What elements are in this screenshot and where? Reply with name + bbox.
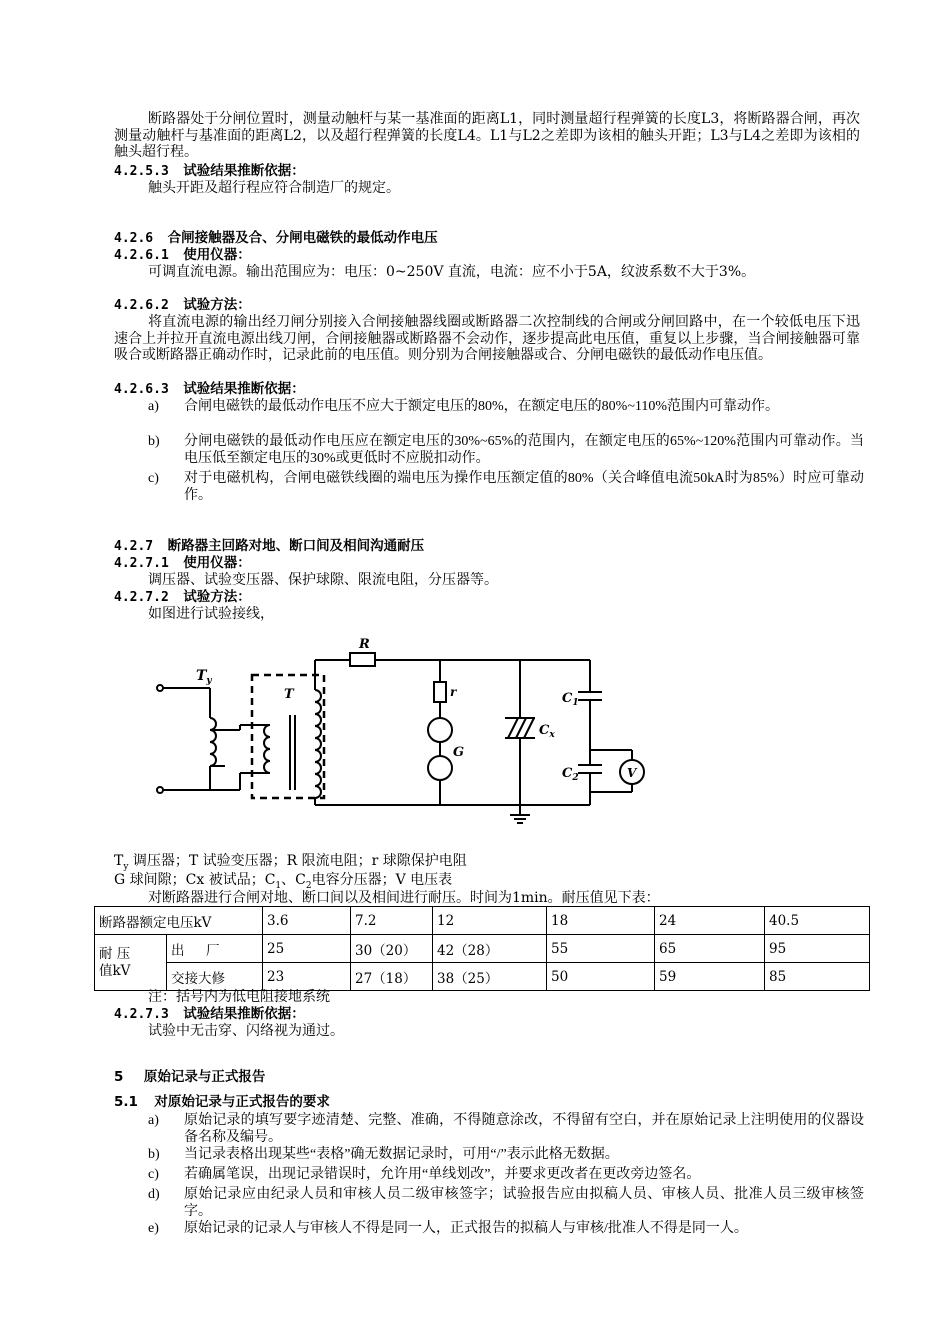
heading-4-2-7 xyxy=(114,538,424,555)
heading-4-2-6-2 xyxy=(114,297,251,314)
label-v: V xyxy=(627,766,637,780)
table-cell: 85 xyxy=(765,963,870,991)
circuit-wiring xyxy=(157,660,321,805)
paragraph-method-4-2-7: 如图进行试验接线， xyxy=(148,606,274,622)
diagram-legend-line-1 xyxy=(114,853,467,872)
table-row-label: 交接大修 xyxy=(167,963,263,991)
label-c1: $C_1$ xyxy=(562,691,579,708)
legend-sub: 2 xyxy=(305,880,312,891)
section-title: 断路器主回路对地、断口间及相间沟通耐压 xyxy=(167,538,425,554)
heading-4-2-6 xyxy=(114,230,438,247)
table-cell: 27（18） xyxy=(351,963,433,991)
paragraph-instruments-4-2-6: 可调直流电源。输出范围应为：电压：0~250V 直流，电流：应不小于5A，纹波系数不大于3%。 xyxy=(148,264,756,280)
list-item xyxy=(148,470,864,504)
table-cell: 40.5 xyxy=(765,907,870,935)
list-marker: d) xyxy=(148,1187,160,1202)
section-title: 合闸接触器及合、分闸电磁铁的最低动作电压 xyxy=(167,230,438,246)
legend-text: 电容分压器；V 电压表 xyxy=(311,872,453,888)
label-g: G xyxy=(453,745,465,760)
table-cell: 3.6 xyxy=(263,907,351,935)
table-cell: 59 xyxy=(655,963,765,991)
section-number: 5 xyxy=(114,1069,124,1085)
label-c2: $C_2$ xyxy=(562,766,579,783)
heading-4-2-5-3 xyxy=(114,163,305,180)
list-text: 原始记录的填写要字迹清楚、完整、准确，不得随意涂改，不得留有空白，并在原始记录上注明使用的仪器设备名称及编号。 xyxy=(184,1113,864,1145)
table-group-label: 耐 压 值kV xyxy=(95,935,167,991)
heading-4-2-6-3 xyxy=(114,381,305,398)
legend-text: 、C xyxy=(281,872,306,888)
section-number: 4.2.7 xyxy=(114,539,154,554)
list-item xyxy=(148,1112,864,1146)
list-item xyxy=(148,1220,864,1237)
list-marker: e) xyxy=(148,1221,159,1236)
list-text: 若确属笔误，出现记录错误时，允许用“单线划改”，并要求更改者在更改旁边签名。 xyxy=(184,1167,701,1182)
section-title: 使用仪器： xyxy=(183,247,251,263)
section-number: 4.2.7.2 xyxy=(114,590,169,605)
table-cell: 23 xyxy=(263,963,351,991)
section-title: 原始记录与正式报告 xyxy=(143,1069,266,1085)
list-text: 对于电磁机构，合闸电磁铁线圈的端电压为操作电压额定值的80%（关合峰值电流50kA时为85%）时应可靠动作。 xyxy=(184,471,864,503)
paragraph-criteria-4-2-7-3: 试验中无击穿、闪络视为通过。 xyxy=(148,1023,344,1039)
list-marker: b) xyxy=(148,434,160,449)
table-cell: 12 xyxy=(433,907,547,935)
section-number: 4.2.6 xyxy=(114,231,154,246)
heading-5-1 xyxy=(114,1094,330,1110)
table-cell: 95 xyxy=(765,935,870,963)
section-title: 试验方法： xyxy=(183,297,251,313)
section-title: 试验结果推断依据： xyxy=(183,381,305,397)
list-item xyxy=(148,1146,864,1163)
paragraph-criteria-4-2-5-3: 触头开距及超行程应符合制造厂的规定。 xyxy=(148,180,400,196)
withstand-voltage-table xyxy=(94,906,870,991)
table-cell: 38（25） xyxy=(433,963,547,991)
table-row-label: 出 厂 xyxy=(167,935,263,963)
table-cell: 24 xyxy=(655,907,765,935)
heading-4-2-6-1 xyxy=(114,247,251,264)
circuit-main-lines xyxy=(315,653,644,823)
list-item xyxy=(148,1166,864,1183)
section-number: 5.1 xyxy=(114,1094,138,1110)
list-text: 合闸电磁铁的最低动作电压不应大于额定电压的80%，在额定电压的80%~110%范围内可靠动作。 xyxy=(184,399,780,414)
table-row xyxy=(95,935,870,963)
list-marker: c) xyxy=(148,471,159,486)
list-text: 原始记录的记录人与审核人不得是同一人，正式报告的拟稿人与审核/批准人不得是同一人。 xyxy=(184,1221,748,1236)
list-marker: a) xyxy=(148,1113,159,1128)
table-row xyxy=(95,907,870,935)
list-item xyxy=(148,398,864,432)
table-intro: 对断路器进行合闸对地、断口间以及相间进行耐压。时间为1min。耐压值见下表： xyxy=(148,890,660,906)
list-item xyxy=(148,1186,864,1220)
heading-5 xyxy=(114,1069,265,1085)
section-number: 4.2.7.3 xyxy=(114,1007,169,1022)
legend-text: G 球间隙；Cx 被试品；C xyxy=(114,872,276,888)
label-cx: $C_x$ xyxy=(539,723,555,740)
label-r-small: r xyxy=(450,685,457,699)
section-title: 试验结果推断依据： xyxy=(183,163,305,179)
section-number: 4.2.6.1 xyxy=(114,248,169,263)
heading-4-2-7-3 xyxy=(114,1006,305,1023)
table-cell: 50 xyxy=(547,963,655,991)
legend-text: T xyxy=(114,853,124,869)
heading-4-2-7-1 xyxy=(114,555,251,572)
legend-text: 调压器；T 试验变压器；R 限流电阻；r 球隙保护电阻 xyxy=(128,853,467,869)
section-number: 4.2.5.3 xyxy=(114,164,169,179)
legend-sub: y xyxy=(123,861,129,872)
paragraph-contact-gap: 断路器处于分闸位置时，测量动触杆与某一基准面的距离L1，同时测量超行程弹簧的长度L3，将断路器合闸，再次测量动触杆与基准面的距离L2，以及超行程弹簧的长度L4。L1与L2之差即为该相的触头开距；L3与L4之差即为该相的触头超行程。 xyxy=(114,111,860,160)
test-circuit-diagram xyxy=(150,630,670,830)
table-cell: 65 xyxy=(655,935,765,963)
heading-4-2-7-2 xyxy=(114,589,251,606)
section-title: 试验方法： xyxy=(183,589,251,605)
table-cell: 18 xyxy=(547,907,655,935)
table-header-label: 断路器额定电压kV xyxy=(95,907,263,935)
section-title: 使用仪器： xyxy=(183,555,251,571)
list-text: 原始记录应由纪录人员和审核人员二级审核签字；试验报告应由拟稿人员、审核人员、批准人员三级审核签字。 xyxy=(184,1187,864,1219)
section-title: 试验结果推断依据： xyxy=(183,1006,305,1022)
list-marker: a) xyxy=(148,399,159,414)
paragraph-instruments-4-2-7: 调压器、试验变压器、保护球隙、限流电阻，分压器等。 xyxy=(148,572,498,588)
table-note: 注：括号内为低电阻接地系统 xyxy=(148,989,330,1005)
legend-sub: 1 xyxy=(275,880,282,891)
section-title: 对原始记录与正式报告的要求 xyxy=(154,1094,330,1110)
list-marker: c) xyxy=(148,1167,159,1182)
label-r-resistor: R xyxy=(359,637,370,652)
list-text: 当记录表格出现某些“表格”确无数据记录时，可用“/”表示此格无数据。 xyxy=(184,1147,619,1162)
table-row xyxy=(95,963,870,991)
list-marker: b) xyxy=(148,1147,160,1162)
table-cell: 30（20） xyxy=(351,935,433,963)
label-ty: $T_y$ xyxy=(196,668,212,686)
paragraph-method-4-2-6: 将直流电源的输出经刀闸分别接入合闸接触器线圈或断路器二次控制线的合闸或分闸回路中，在一个较低电压下迅速合上并拉开直流电源出线刀闸，合闸接触器或断路器不会动作，逐步提高此电压值，重复以上步骤，当合闸接触器可靠吸合或断路器正确动作时，记录此前的电压值。则分别为合闸接触器或合、分闸电磁铁的最低动作电压值。 xyxy=(114,314,860,363)
list-text: 分闸电磁铁的最低动作电压应在额定电压的30%~65%的范围内，在额定电压的65%~120%范围内可靠动作。当电压低至额定电压的30%或更低时不应脱扣动作。 xyxy=(184,434,864,466)
section-number: 4.2.7.1 xyxy=(114,556,169,571)
diagram-legend-line-2 xyxy=(114,872,453,891)
section-number: 4.2.6.2 xyxy=(114,298,169,313)
table-cell: 7.2 xyxy=(351,907,433,935)
table-cell: 55 xyxy=(547,935,655,963)
section-number: 4.2.6.3 xyxy=(114,382,169,397)
table-cell: 42（28） xyxy=(433,935,547,963)
table-cell: 25 xyxy=(263,935,351,963)
label-t: T xyxy=(284,687,294,702)
list-item xyxy=(148,433,864,467)
